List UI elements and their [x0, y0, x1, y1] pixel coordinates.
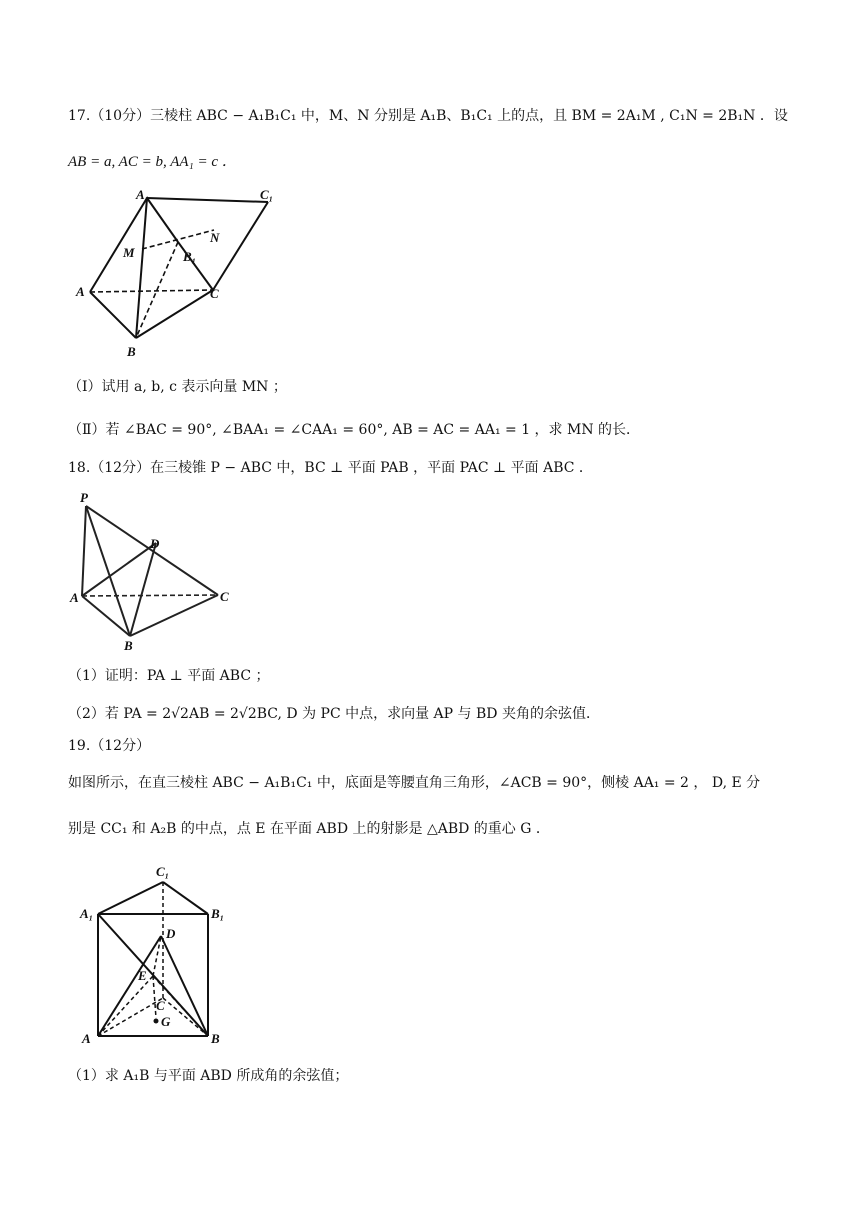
- q18-stem: 18.（12分）在三棱锥 P − ABC 中，BC ⊥ 平面 PAB ，平面 PAC ⊥ 平面 ABC ．: [68, 460, 593, 476]
- label-a: A: [70, 590, 79, 605]
- q17-prism-figure: [68, 186, 298, 366]
- q17-part2: （Ⅱ）若 ∠BAC = 90°, ∠BAA₁ = ∠CAA₁ = 60°, AB = AC = AA₁ = 1 ，求 MN 的长．: [68, 422, 641, 438]
- q19-prism-figure: [68, 858, 248, 1048]
- q17-stem: 17.（10分）三棱柱 ABC − A₁B₁C₁ 中，M、N 分别是 A₁B、B₁C₁ 上的点，且 BM = 2A₁M , C₁N = 2B₁N ．设: [68, 108, 788, 124]
- label-n: N: [210, 230, 220, 245]
- label-c1: C₁: [156, 864, 170, 879]
- label-e: E: [138, 968, 147, 983]
- label-b1: B₁: [211, 906, 225, 921]
- label-b1: B₁: [183, 249, 197, 264]
- label-a: A: [82, 1031, 91, 1046]
- label-c: C: [210, 286, 219, 301]
- q18-pyramid-figure: [68, 488, 248, 653]
- label-a: A: [76, 284, 85, 299]
- label-c1: C₁: [260, 187, 274, 202]
- q19-header: 19.（12分）: [68, 738, 151, 754]
- label-d: D: [150, 536, 160, 551]
- label-b: B: [124, 638, 133, 653]
- q18-part1: （1）证明：PA ⊥ 平面 ABC ；: [68, 668, 270, 684]
- label-a1: A₁: [80, 906, 94, 921]
- label-b: B: [211, 1031, 220, 1046]
- label-c: C: [220, 589, 229, 604]
- label-b: B: [127, 344, 136, 359]
- q19-part1: （1）求 A₁B 与平面 ABD 所成角的余弦值；: [68, 1068, 349, 1084]
- label-d: D: [166, 926, 176, 941]
- q19-stem-line2: 别是 CC₁ 和 A₂B 的中点，点 E 在平面 ABD 上的射影是 △ABD 的重心 G ．: [68, 821, 550, 837]
- q19-stem-line1: 如图所示，在直三棱柱 ABC − A₁B₁C₁ 中，底面是等腰直角三角形，∠ACB = 90°，侧棱 AA₁ = 2 ， D, E 分: [68, 775, 761, 791]
- q18-part2: （2）若 PA = 2√2AB = 2√2BC, D 为 PC 中点，求向量 AP 与 BD 夹角的余弦值．: [68, 706, 600, 722]
- label-a1: A₁: [136, 187, 150, 202]
- label-p: P: [80, 490, 88, 505]
- q17-part1: （Ⅰ）试用 a, b, c 表示向量 MN ；: [68, 379, 287, 395]
- q17-vectors: AB = a, AC = b, AA₁ = c ．: [68, 154, 237, 170]
- label-g: G: [161, 1014, 171, 1029]
- label-c: C: [156, 998, 165, 1013]
- label-m: M: [123, 245, 135, 260]
